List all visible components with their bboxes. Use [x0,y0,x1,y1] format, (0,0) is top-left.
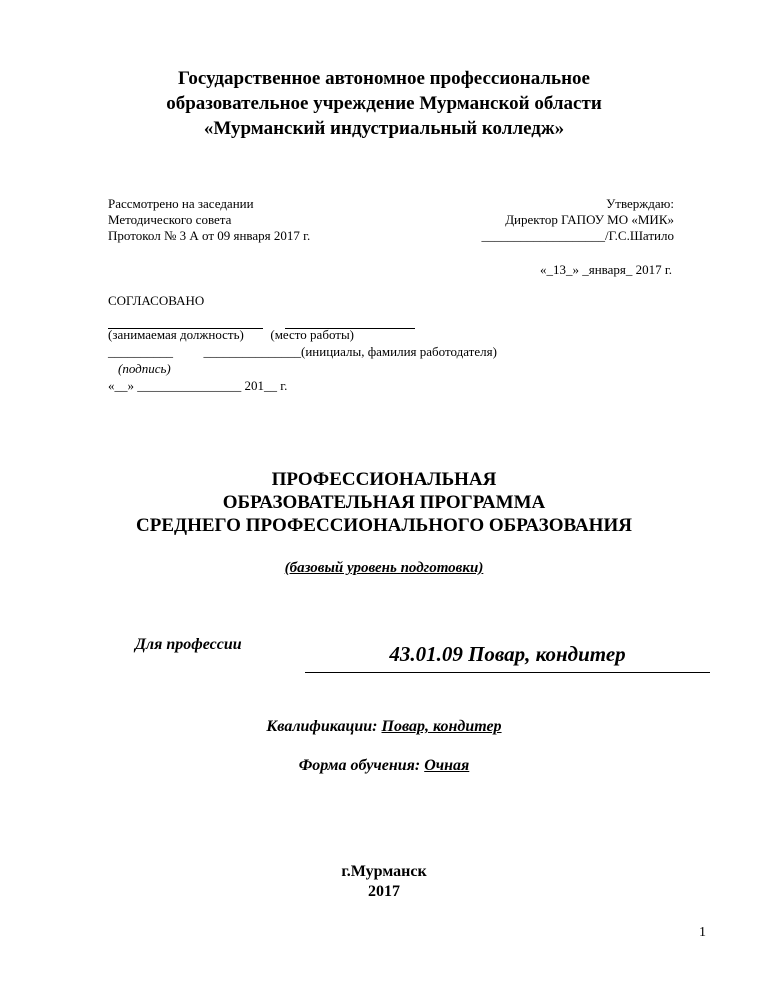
program-line-2: ОБРАЗОВАТЕЛЬНАЯ ПРОГРАММА [222,492,546,513]
approve-line-2: Директор ГАПОУ МО «МИК» [505,212,674,227]
sign-line: __________ [108,344,173,359]
program-title [0,468,768,537]
study-form-label: Форма обучения: [298,757,425,774]
approve-line-1: Утверждаю: [606,196,674,211]
qualification-value: Повар, кондитер [381,718,502,735]
considered-line-3: Протокол № 3 А от 09 января 2017 г. [108,228,311,243]
study-form-value: Очная [424,757,470,774]
agreed-sign-row [108,343,497,360]
program-line-1: ПРОФЕССИОНАЛЬНАЯ [271,469,497,490]
considered-line-2: Методического совета [108,212,232,227]
page-number: 1 [699,925,706,940]
workplace-label: (место работы) [270,327,355,342]
footer-city: г.Мурманск [341,863,427,880]
qualification-label: Квалификации: [266,718,382,735]
org-line-3: «Мурманский индустриальный колледж» [203,118,565,139]
agreed-labels-row [108,326,497,343]
approve-date: «_13_» _января_ 2017 г. [539,262,672,277]
study-form [0,757,768,775]
program-level [0,560,768,577]
agreed-lines-row [108,312,497,326]
footer-city-year [0,862,768,902]
approve-block [481,196,674,244]
org-line-2: образовательное учреждение Мурманской области [166,93,602,114]
program-line-3: СРЕДНЕГО ПРОФЕССИОНАЛЬНОГО ОБРАЗОВАНИЯ [136,515,632,536]
sign-label: (подпись) [118,361,171,376]
agreed-block [108,292,497,394]
position-label: (занимаемая должность) [108,327,244,342]
organization-title [0,66,768,141]
agreed-date: «__» ________________ 201__ г. [108,378,288,393]
org-line-1: Государственное автономное профессиональное [178,68,590,89]
footer-year: 2017 [368,883,400,900]
profession-label: Для профессии [135,636,242,653]
program-level-text: (базовый уровень подготовки) [284,560,484,576]
qualification [0,718,768,736]
employer-label: _______________(инициалы, фамилия работодателя) [203,344,497,359]
profession-value: 43.01.09 Повар, кондитер [305,642,710,673]
considered-line-1: Рассмотрено на заседании [108,196,254,211]
considered-block [108,196,310,244]
agreed-title: СОГЛАСОВАНО [108,293,205,308]
approve-signature-line: ___________________/Г.С.Шатило [481,228,674,243]
